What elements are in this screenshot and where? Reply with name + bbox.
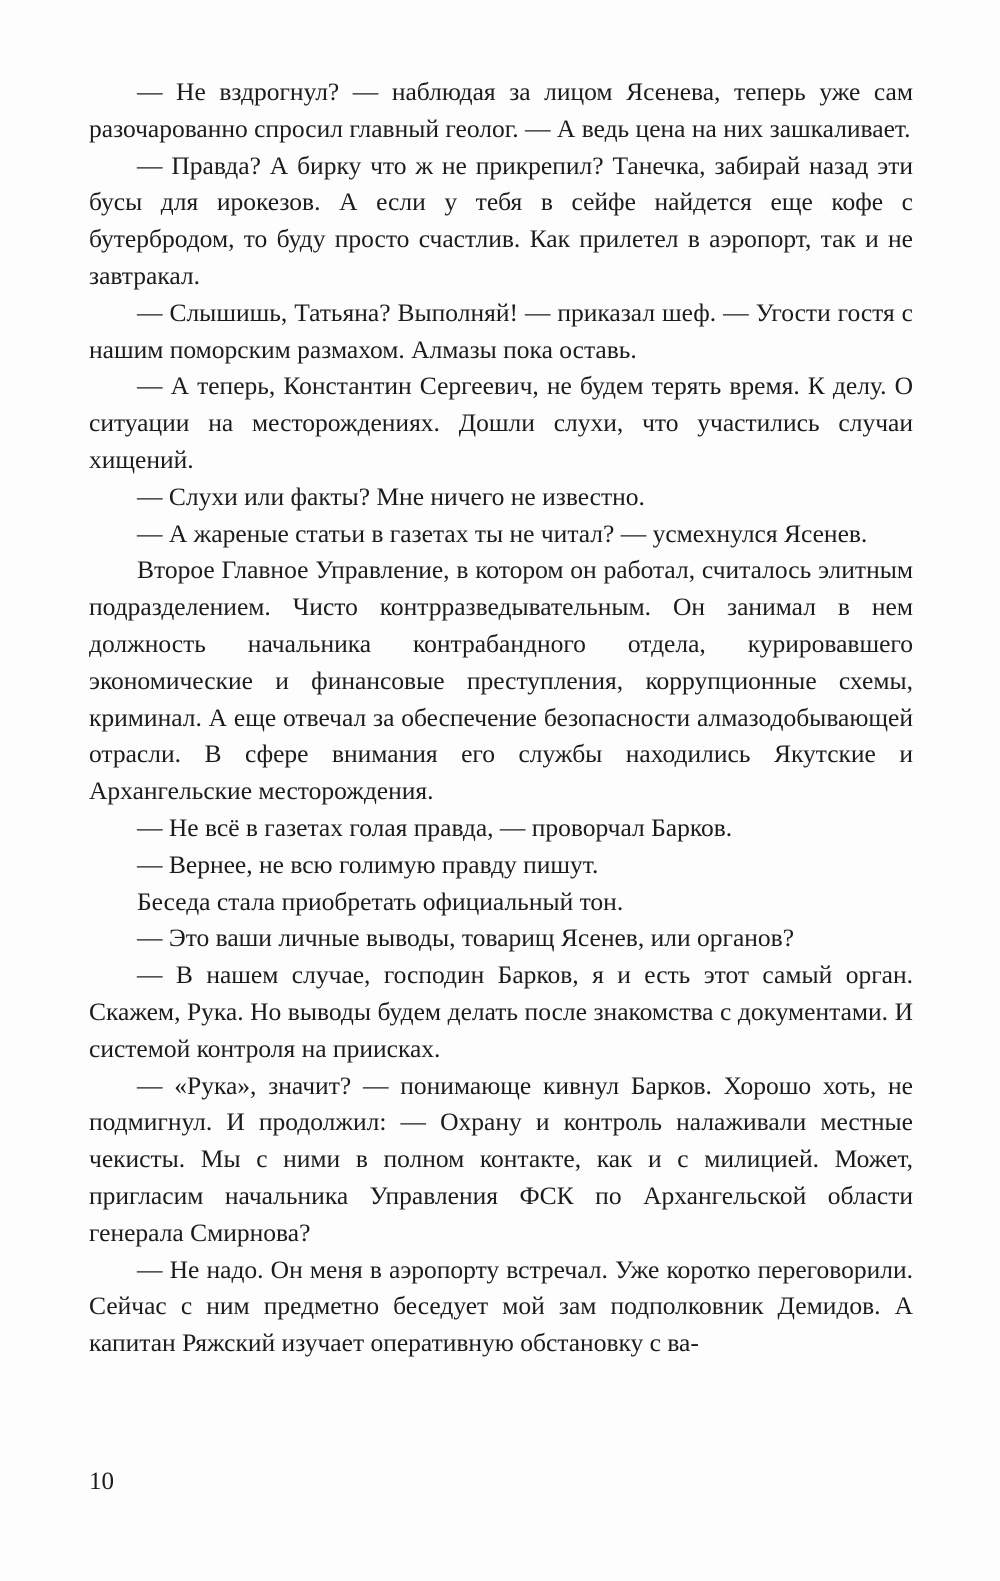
paragraph: — Не надо. Он меня в аэропорту встречал. Уже коротко переговорили. Сейчас с ним предметно беседует мой зам подполковник Демидов. А капитан Ряжский изучает оперативную обстановку с ва- bbox=[89, 1254, 913, 1358]
paragraph: Беседа стала приобретать официальный тон. bbox=[137, 886, 624, 916]
paragraph: — Правда? А бирку что ж не прикрепил? Танечка, забирай назад эти бусы для ирокезов. А если у тебя в сейфе найдется еще кофе с бутербродом, то буду просто счастлив. Как прилетел в аэропорт, так и не завтракал. bbox=[89, 150, 913, 290]
paragraph: — Не всё в газетах голая правда, — проворчал Барков. bbox=[137, 812, 733, 842]
paragraph: — А жареные статьи в газетах ты не читал? — усмехнулся Ясенев. bbox=[137, 518, 868, 548]
paragraph: — Слышишь, Татьяна? Выполняй! — приказал шеф. — Угости гостя с нашим поморским размахом. Алмазы пока оставь. bbox=[89, 297, 913, 364]
paragraph: — Вернее, не всю голимую правду пишут. bbox=[137, 849, 599, 879]
paragraph: Второе Главное Управление, в котором он работал, считалось элитным подразделением. Чисто контрразведывательным. Он занимал в нем должность начальника контрабандного отдела, курировавшего экономические и финансовые преступления, коррупционные схемы, криминал. А еще отвечал за обеспечение безопасности алмазодобывающей отрасли. В сфере внимания его службы находились Якутские и Архангельские месторождения. bbox=[89, 555, 913, 806]
page-number: 10 bbox=[89, 1468, 114, 1495]
paragraph: — «Рука», значит? — понимающе кивнул Барков. Хорошо хоть, не подмигнул. И продолжил: — Охрану и контроль налаживали местные чекисты. Мы с ними в полном контакте, как и с милицией. Может, пригласим начальника Управления ФСК по Архангельской области генерала Смирнова? bbox=[89, 1070, 913, 1247]
paragraph: — Не вздрогнул? — наблюдая за лицом Ясенева, теперь уже сам разочарованно спросил главный геолог. — А ведь цена на них зашкаливает. bbox=[89, 77, 913, 143]
paragraph: — В нашем случае, господин Барков, я и есть этот самый орган. Скажем, Рука. Но выводы будем делать после знакомства с документами. И системой контроля на приисках. bbox=[89, 960, 913, 1063]
paragraph: — Слухи или факты? Мне ничего не известно. bbox=[137, 481, 645, 511]
paragraph: — Это ваши личные выводы, товарищ Ясенев, или органов? bbox=[137, 923, 795, 953]
paragraph: — А теперь, Константин Сергеевич, не будем терять время. К делу. О ситуации на месторождениях. Дошли слухи, что участились случаи хищений. bbox=[89, 371, 913, 474]
body-text bbox=[89, 74, 913, 1362]
